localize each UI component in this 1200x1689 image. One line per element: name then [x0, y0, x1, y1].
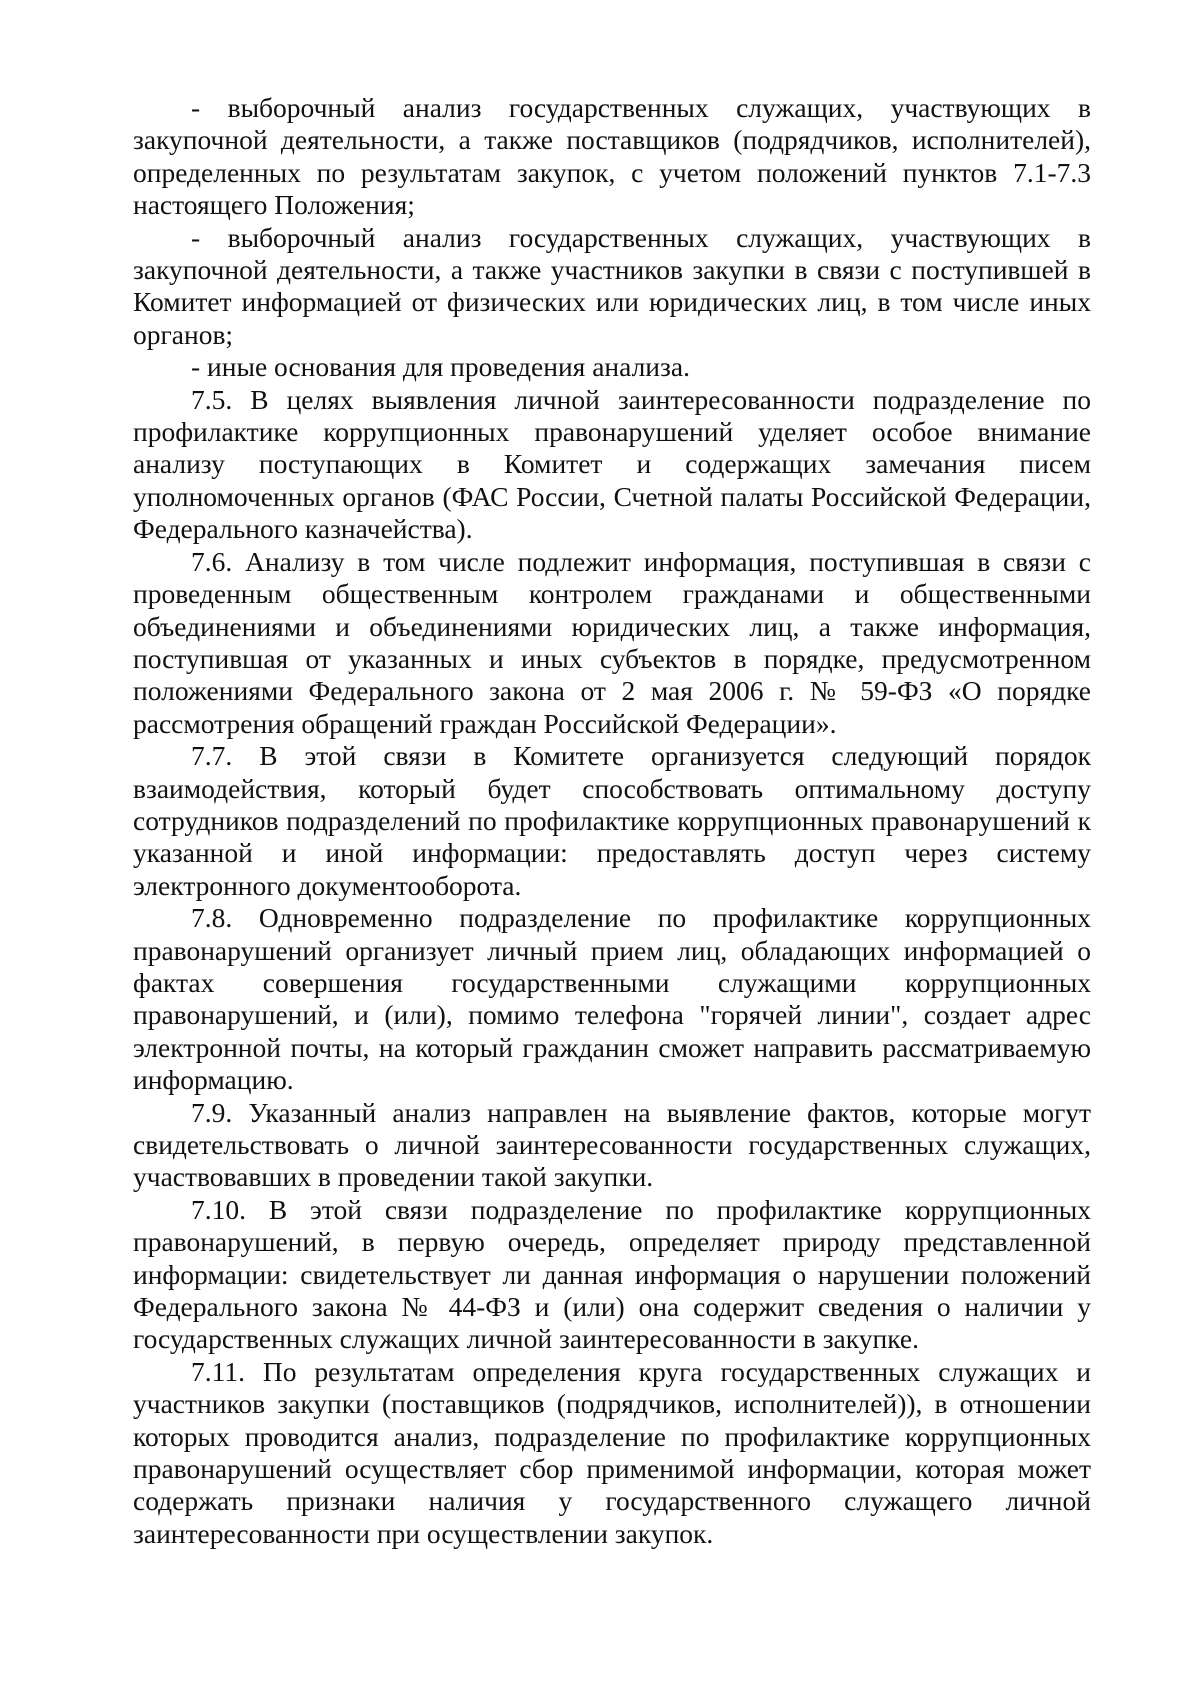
paragraph-7-8: 7.8. Одновременно подразделение по профилактике коррупционных правонарушений организует личный прием лиц, обладающих информацией о фактах совершения государственными служащими коррупционных правонарушений, и (или), помимо телефона "горячей линии", создает адрес электронной почты, на который гражданин сможет направить рассматриваемую информацию. [133, 902, 1091, 1096]
paragraph-7-7: 7.7. В этой связи в Комитете организуется следующий порядок взаимодействия, который будет способствовать оптимальному доступу сотрудников подразделений по профилактике коррупционных правонарушений к указанной и иной информации: предоставлять доступ через систему электронного документооборота. [133, 740, 1091, 901]
document-body [133, 92, 1091, 1550]
paragraph-7-11: 7.11. По результатам определения круга государственных служащих и участников закупки (поставщиков (подрядчиков, исполнителей)), в отношении которых проводится анализ, подразделение по профилактике коррупционных правонарушений осуществляет сбор применимой информации, которая может содержать признаки наличия у государственного служащего личной заинтересованности при осуществлении закупок. [133, 1355, 1091, 1549]
paragraph-selective-analysis-participants: - выборочный анализ государственных служащих, участвующих в закупочной деятельности, а также участников закупки в связи с поступившей в Комитет информацией от физических или юридических лиц, в том числе иных органов; [133, 221, 1091, 350]
paragraph-selective-analysis-suppliers: - выборочный анализ государственных служащих, участвующих в закупочной деятельности, а также поставщиков (подрядчиков, исполнителей), определенных по результатам закупок, с учетом положений пунктов 7.1-7.3 настоящего Положения; [133, 92, 1091, 221]
paragraph-7-9: 7.9. Указанный анализ направлен на выявление фактов, которые могут свидетельствовать о личной заинтересованности государственных служащих, участвовавших в проведении такой закупки. [133, 1096, 1091, 1193]
paragraph-7-5: 7.5. В целях выявления личной заинтересованности подразделение по профилактике коррупционных правонарушений уделяет особое внимание анализу поступающих в Комитет и содержащих замечания писем уполномоченных органов (ФАС России, Счетной палаты Российской Федерации, Федерального казначейства). [133, 383, 1091, 545]
paragraph-7-6: 7.6. Анализу в том числе подлежит информация, поступившая в связи с проведенным общественным контролем гражданами и общественными объединениями и объединениями юридических лиц, а также информация, поступившая от указанных и иных субъектов в порядке, предусмотренном положениями Федерального закона от 2 мая 2006 г. № 59-ФЗ «О порядке рассмотрения обращений граждан Российской Федерации». [133, 545, 1091, 739]
paragraph-7-10: 7.10. В этой связи подразделение по профилактике коррупционных правонарушений, в первую очередь, определяет природу представленной информации: свидетельствует ли данная информация о нарушении положений Федерального закона № 44-ФЗ и (или) она содержит сведения о наличии у государственных служащих личной заинтересованности в закупке. [133, 1193, 1091, 1355]
paragraph-other-grounds: - иные основания для проведения анализа. [191, 351, 690, 383]
